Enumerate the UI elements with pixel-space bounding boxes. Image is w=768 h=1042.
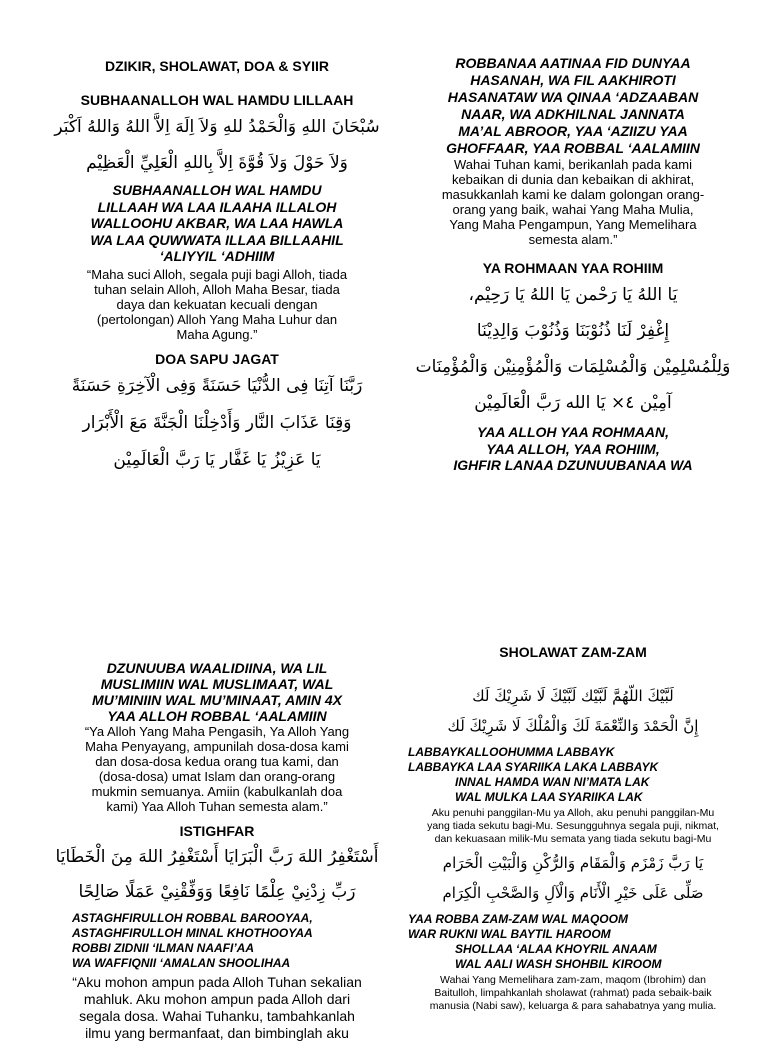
arabic-line: يَا اللهُ يَا رَحْمن يَا اللهُ يَا رَحِيْم، (468, 285, 678, 305)
translation-line: (dosa-dosa) umat Islam dan orang-orang (98, 769, 336, 784)
translation-line: Maha Agung.” (176, 326, 258, 342)
arabic-line: وَلِلْمُسْلِمِيْن وَالْمُسْلِمَات وَالْمُؤْمِنِيْن وَالْمُؤْمِنَات (415, 357, 731, 377)
section-title-ya-rohmaan: YA ROHMAAN YAA ROHIIM (482, 260, 664, 276)
panel-dzikir (42, 55, 392, 477)
translation-line: Wahai Tuhan kami, berikanlah pada kami (454, 157, 692, 172)
section-title-doa-sapu-jagat: DOA SAPU JAGAT (155, 350, 279, 367)
panel-doa-lanjutan (398, 55, 748, 474)
latin-line: WALLOOHU AKBAR, WA LAA HAWLA (90, 215, 344, 231)
section-title-istighfar: ISTIGHFAR (179, 823, 255, 839)
section-title-subhaanalloh: SUBHAANALLOH WAL HAMDU LILLAAH (80, 92, 354, 108)
translation-line: masukkanlah kami ke dalam golongan orang- (441, 187, 705, 202)
translation-line: yang tiada sekutu bagi-Mu. Sesungguhnya segala puji, nikmat, (427, 820, 719, 832)
arabic-line: لَبَّيْكَ اللّهُمَّ لَبَّيْك لَبَّيْكَ لَا شَرِيْكَ لَك (472, 687, 674, 705)
latin-line: DZUNUUBA WAALIDIINA, WA LIL (106, 660, 328, 676)
latin-line: WAL AALI WASH SHOHBIL KIROOM (455, 957, 662, 971)
latin-line: YAA ALLOH ROBBAL ‘AALAMIIN (107, 708, 327, 724)
translation-line: semesta alam.” (528, 232, 618, 247)
latin-line: WAR RUKNI WAL BAYTIL HAROOM (408, 927, 611, 941)
arabic-line: وَلاَ حَوْلَ وَلاَ قُوَّةَ اِلاَّ بِاللهِ الْعَلِيِّ الْعَظِيْم (86, 153, 348, 173)
arabic-line: إِغْفِرْ لَنَا ذُنُوْبَنَا وَذُنُوْبَ وَالِدِيْنَا (476, 321, 670, 341)
panel-istighfar (42, 660, 392, 1042)
arabic-line: سُبْحَانَ اللهِ وَالْحَمْدُ للهِ وَلاَ اِلَهَ اِلاَّ اللهُ وَاللهُ اَكْبَر (54, 117, 380, 137)
latin-line: ASTAGHFIRULLOH ROBBAL BAROOYAA, (72, 911, 313, 925)
translation-line: manusia (Nabi saw), keluarga & para sahabatnya yang mulia. (429, 1000, 717, 1012)
translation-line: kami) Yaa Alloh Tuhan semesta alam.” (106, 799, 328, 814)
latin-line: YAA ALLOH, YAA ROHIIM, (486, 440, 660, 457)
latin-line: YAA ALLOH YAA ROHMAAN, (476, 424, 670, 440)
panel-sholawat-zamzam (398, 643, 748, 1013)
translation-line: dan kekuasaan milik-Mu semata yang tiada sekutu bagi-Mu (434, 833, 712, 845)
translation-line: Baitulloh, limpahkanlah sholawat (rahmat) pada sebaik-baik (434, 987, 712, 999)
latin-line: IGHFIR LANAA DZUNUUBANAA WA (453, 457, 693, 473)
arabic-line: صَلِّى عَلَى خَيْرِ الْأَنَام وَالْآلِ وَالصَّحْبِ الْكِرَام (442, 884, 704, 902)
translation-line: (pertolongan) Alloh Yang Maha Luhur dan (96, 311, 338, 327)
latin-line: ROBBANAA AATINAA FID DUNYAA (455, 55, 691, 71)
latin-line: INNAL HAMDA WAN NI’MATA LAK (455, 775, 650, 789)
translation-line: Yang Maha Pengampun, Yang Memelihara (449, 217, 697, 232)
translation-line: “Ya Alloh Yang Maha Pengasih, Ya Alloh Yang (84, 724, 350, 739)
arabic-line: يَا عَزِيْزُ يَا غَفَّار يَا رَبَّ الْعَالَمِيْن (113, 449, 321, 470)
translation-line: orang yang baik, wahai Yang Maha Mulia, (452, 202, 694, 217)
translation-line: Maha Penyayang, ampunilah dosa-dosa kami (85, 739, 349, 754)
latin-line: MU’MINIIN WAL MU’MINAAT, AMIN 4X (92, 692, 342, 708)
latin-line: ‘ALIYYIL ‘ADHIIM (159, 248, 275, 264)
latin-line: WAL MULKA LAA SYARIIKA LAK (455, 790, 643, 804)
latin-line: WA WAFFIQNII ‘AMALAN SHOOLIHAA (72, 956, 291, 970)
latin-line: ASTAGHFIRULLOH MINAL KHOTHOOYAA (72, 926, 313, 940)
latin-line: SUBHAANALLOH WAL HAMDU (112, 182, 322, 198)
translation-line: tuhan selain Alloh, Alloh Maha Besar, tiada (94, 281, 340, 297)
latin-line: MUSLIMIIN WAL MUSLIMAAT, WAL (100, 676, 334, 692)
translation-line: “Maha suci Alloh, segala puji bagi Alloh, tiada (86, 266, 348, 282)
translation-line: mahluk. Aku mohon ampun pada Alloh dari (83, 991, 351, 1007)
latin-line: YAA ROBBA ZAM-ZAM WAL MAQOOM (408, 912, 628, 926)
arabic-line: أَسْتَغْفِرُ اللهَ رَبَّ الْبَرَايَا أَسْتَغْفِرُ اللهَ مِنَ الْخَطَايَا (55, 847, 379, 867)
main-title: DZIKIR, SHOLAWAT, DOA & SYIIR (104, 58, 329, 74)
translation-line: kebaikan di dunia dan kebaikan di akhirat, (451, 172, 695, 187)
arabic-line: وَقِنَا عَذَابَ النَّار وَأَدْخِلْنَا الْجَنَّةَ مَعَ الْأَبْرَار (82, 412, 352, 433)
latin-line: LABBAYKA LAA SYARIIKA LAKA LABBAYK (408, 760, 659, 774)
translation-line: dan dosa-dosa kedua orang tua kami, dan (95, 754, 339, 769)
latin-line: GHOFFAAR, YAA ROBBAL ‘AALAMIIN (446, 140, 700, 156)
translation-line: ilmu yang bermanfaat, dan bimbinglah aku (85, 1025, 349, 1041)
translation-line: segala dosa. Wahai Tuhanku, tambahkanlah (79, 1008, 355, 1024)
arabic-line: رَبِّ زِدْنِيْ عِلْمًا نَافِعًا وَوَفِّقْنِيْ عَمَلًا صَالِحًا (78, 882, 356, 902)
latin-line: LILLAAH WA LAA ILAAHA ILLALOH (97, 198, 337, 215)
latin-line: HASANATAW WA QINAA ‘ADZAABAN (447, 89, 699, 105)
arabic-line: إِنَّ الْحَمْدَ وَالنِّعْمَةَ لَكَ وَالْمُلْكَ لَا شَرِيْكَ لَك (447, 717, 699, 735)
translation-line: Wahai Yang Memelihara zam-zam, maqom (Ibrohim) dan (440, 974, 706, 986)
arabic-line: آمِيْن ٤× يَا الله رَبَّ الْعَالَمِيْن (474, 393, 672, 413)
translation-line: “Aku mohon ampun pada Alloh Tuhan sekalian (72, 974, 362, 990)
translation-line: mukmin semuanya. Amiin (kabulkanlah doa (91, 784, 343, 799)
section-title-sholawat-zamzam: SHOLAWAT ZAM-ZAM (499, 644, 647, 660)
latin-line: SHOLLAA ‘ALAA KHOYRIL ANAAM (455, 942, 657, 956)
translation-line: daya dan kekuatan kecuali dengan (116, 296, 318, 312)
latin-line: ROBBI ZIDNII ‘ILMAN NAAFI’AA (72, 941, 254, 955)
arabic-line: رَبَّنَا آتِنَا فِى الدُّنْيَا حَسَنَةً وَفِى الْآخِرَةِ حَسَنَةً (71, 375, 363, 396)
latin-line: MA’AL ABROOR, YAA ‘AZIIZU YAA (458, 123, 688, 139)
latin-line: LABBAYKALLOOHUMMA LABBAYK (408, 745, 615, 759)
latin-line: WA LAA QUWWATA ILLAA BILLAAHIL (90, 231, 344, 248)
arabic-line: يَا رَبَّ زَمْزَم وَالْمَقَام وَالرُّكْنِ وَالْبَيْتِ الْحَرَام (442, 854, 704, 872)
latin-line: NAAR, WA ADKHILNAL JANNATA (461, 106, 685, 122)
translation-line: Aku penuhi panggilan-Mu ya Alloh, aku penuhi panggilan-Mu (431, 807, 715, 819)
latin-line: HASANAH, WA FIL AAKHIROTI (470, 72, 676, 88)
